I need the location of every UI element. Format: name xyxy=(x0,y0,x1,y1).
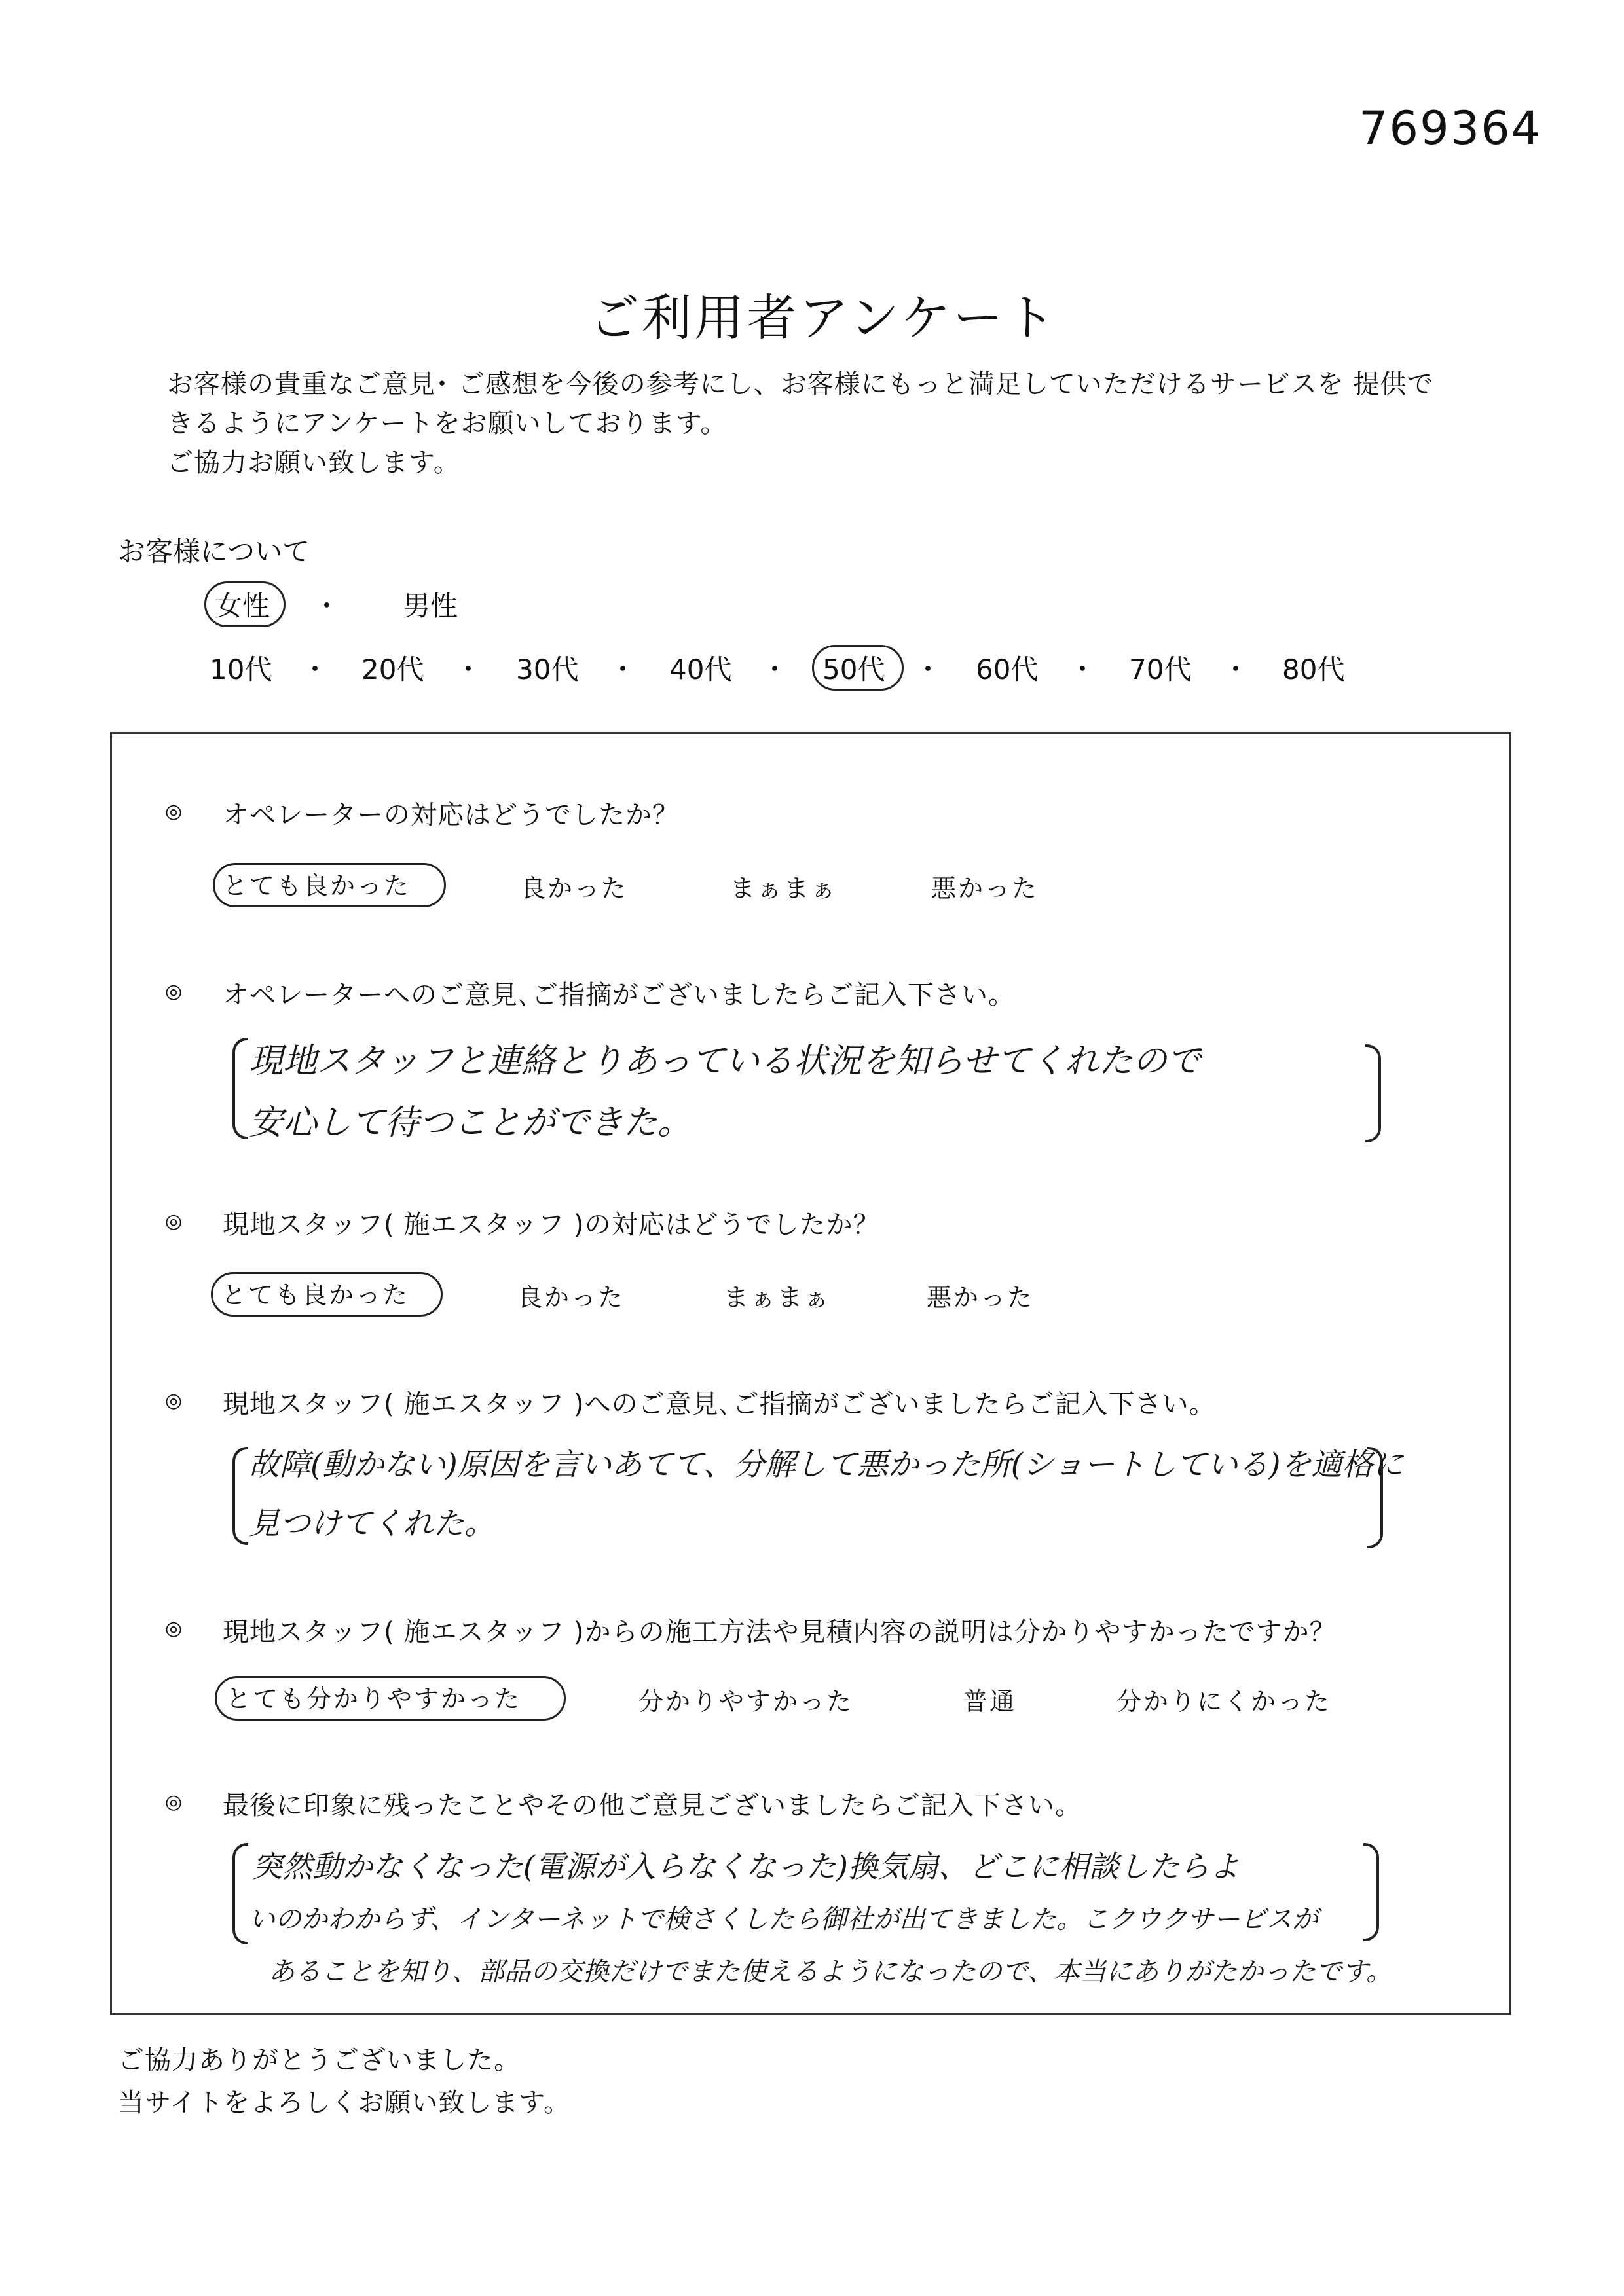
gender-option-female[interactable]: 女性 xyxy=(215,590,270,622)
bullet-icon: ◎ xyxy=(165,980,183,1003)
answer-2-line-2: 安心して待つことができた。 xyxy=(249,1103,692,1142)
separator: ・ xyxy=(1069,653,1097,685)
age-option-60s[interactable]: 60代 xyxy=(976,653,1039,685)
q5-choice-normal[interactable]: 普通 xyxy=(963,1687,1017,1716)
customer-heading: お客様について xyxy=(118,536,310,568)
q5-choice-clear[interactable]: 分かりやすかった xyxy=(638,1687,854,1716)
q1-choice-okay[interactable]: まぁまぁ xyxy=(730,874,838,903)
gender-option-male[interactable]: 男性 xyxy=(403,590,458,622)
answer-bracket-left xyxy=(232,1038,248,1139)
age-option-30s[interactable]: 30代 xyxy=(516,653,579,685)
q1-choice-good[interactable]: 良かった xyxy=(521,874,629,903)
age-option-70s[interactable]: 70代 xyxy=(1129,653,1192,685)
bullet-icon: ◎ xyxy=(165,800,183,823)
question-2: オペレーターへのご意見､ご指摘がございましたらご記入下さい。 xyxy=(223,980,1015,1010)
answer-6-line-3: あることを知り、部品の交換だけでまた使えるようになったので、本当にありがたかったです。 xyxy=(268,1957,1392,1987)
age-option-50s[interactable]: 50代 xyxy=(822,653,885,685)
bullet-icon: ◎ xyxy=(165,1389,183,1412)
q3-choice-okay[interactable]: まぁまぁ xyxy=(724,1283,832,1312)
q5-choice-very-clear[interactable]: とても分かりやすかった xyxy=(226,1685,522,1713)
separator: ・ xyxy=(301,653,329,685)
separator: ・ xyxy=(914,653,942,685)
closing-line-1: ご協力ありがとうございました。 xyxy=(118,2045,521,2075)
question-6: 最後に印象に残ったことやその他ご意見ございましたらご記入下さい。 xyxy=(223,1791,1082,1821)
answer-6-line-1: 突然動かなくなった(電源が入らなくなった)換気扇、どこに相談したらよ xyxy=(252,1849,1240,1884)
page-title: ご利用者アンケート xyxy=(589,289,1058,347)
question-3: 現地スタッフ( 施エスタッフ )の対応はどうでしたか？ xyxy=(223,1210,880,1240)
question-5: 現地スタッフ( 施エスタッフ )からの施工方法や見積内容の説明は分かりやすかったですか？ xyxy=(223,1617,1337,1647)
bullet-icon: ◎ xyxy=(165,1210,183,1233)
document-number: 769364 xyxy=(1359,101,1542,155)
answer-4-line-1: 故障(動かない)原因を言いあてて、分解して悪かった所(ショートしている)を適格に xyxy=(249,1447,1404,1483)
intro-line-2: きるようにアンケートをお願いしております。 xyxy=(167,409,728,439)
answer-bracket-left xyxy=(232,1447,248,1545)
separator: ・ xyxy=(454,653,483,685)
answer-4-line-2: 見つけてくれた。 xyxy=(249,1506,495,1542)
age-option-20s[interactable]: 20代 xyxy=(361,653,424,685)
bullet-icon: ◎ xyxy=(165,1617,183,1640)
question-4: 現地スタッフ( 施エスタッフ )へのご意見､ご指摘がございましたらご記入下さい。 xyxy=(223,1389,1216,1419)
q3-choice-bad[interactable]: 悪かった xyxy=(927,1283,1035,1312)
age-option-10s[interactable]: 10代 xyxy=(210,653,272,685)
answer-bracket-left xyxy=(232,1843,248,1944)
question-1: オペレーターの対応はどうでしたか？ xyxy=(223,800,679,830)
answer-bracket-right xyxy=(1365,1044,1381,1142)
bullet-icon: ◎ xyxy=(165,1791,183,1813)
intro-line-1: お客様の貴重なご意見･ ご感想を今後の参考にし、お客様にもっと満足していただけるサービスを 提供で xyxy=(167,369,1434,399)
closing-line-2: 当サイトをよろしくお願い致します。 xyxy=(118,2088,570,2118)
q3-choice-very-good[interactable]: とても良かった xyxy=(221,1281,410,1309)
separator: ・ xyxy=(761,653,789,685)
answer-6-line-2: いのかわからず、インターネットで検さくしたら御社が出てきました。こクウクサービスが xyxy=(249,1904,1319,1935)
intro-line-3: ご協力お願い致します。 xyxy=(167,448,460,478)
answer-2-line-1: 現地スタッフと連絡とりあっている状況を知らせてくれたので xyxy=(249,1042,1201,1081)
separator: ・ xyxy=(313,590,341,622)
q1-choice-very-good[interactable]: とても良かった xyxy=(223,871,411,900)
separator: ・ xyxy=(609,653,637,685)
q1-choice-bad[interactable]: 悪かった xyxy=(931,874,1039,903)
separator: ・ xyxy=(1222,653,1250,685)
q3-choice-good[interactable]: 良かった xyxy=(517,1283,625,1312)
survey-box xyxy=(110,732,1511,2015)
answer-bracket-right xyxy=(1363,1843,1379,1941)
age-option-80s[interactable]: 80代 xyxy=(1282,653,1345,685)
age-option-40s[interactable]: 40代 xyxy=(669,653,732,685)
q5-choice-unclear[interactable]: 分かりにくかった xyxy=(1116,1687,1332,1716)
